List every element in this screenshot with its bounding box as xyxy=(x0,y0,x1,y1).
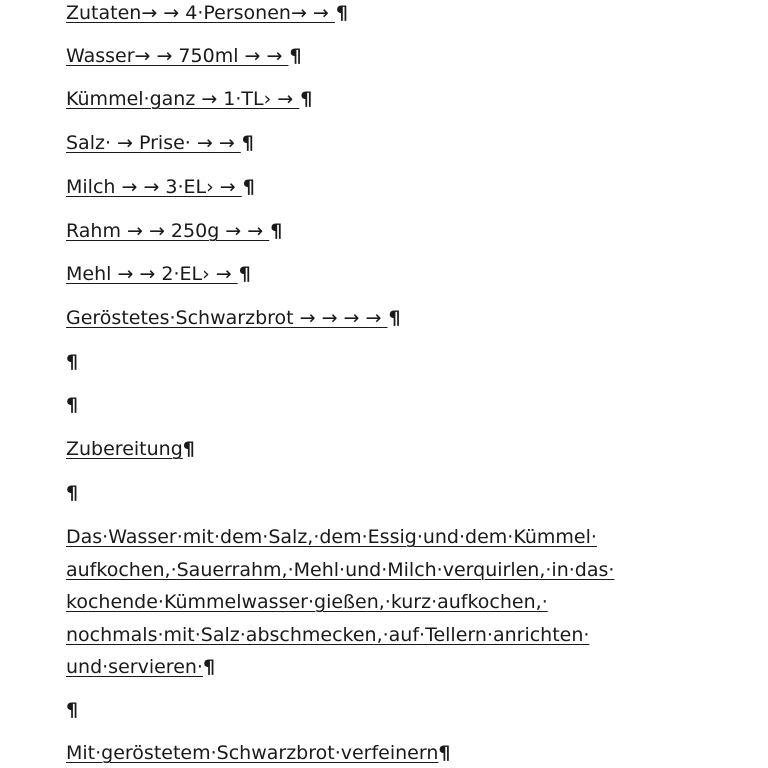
ingredient-line[interactable] xyxy=(66,130,254,156)
pilcrow-mark: ¶ xyxy=(388,307,401,329)
footer-text: Mit·geröstetem·Schwarzbrot·verfeinern xyxy=(66,742,439,764)
ingredient-text: Wasser→ → 750ml → → xyxy=(66,45,289,67)
pilcrow-mark: ¶ xyxy=(242,176,255,198)
pilcrow-mark: ¶ xyxy=(66,699,79,721)
ingredient-line[interactable] xyxy=(66,0,348,26)
pilcrow-mark: ¶ xyxy=(66,482,79,504)
ingredient-line[interactable] xyxy=(66,43,302,69)
empty-paragraph[interactable] xyxy=(66,480,78,506)
pilcrow-mark: ¶ xyxy=(182,438,195,460)
ingredient-text: Geröstetes·Schwarzbrot → → → → xyxy=(66,307,388,329)
empty-paragraph[interactable] xyxy=(66,697,78,723)
pilcrow-mark: ¶ xyxy=(66,351,79,373)
pilcrow-mark: ¶ xyxy=(238,263,251,285)
ingredient-text: Rahm → → 250g → → xyxy=(66,220,270,242)
pilcrow-mark: ¶ xyxy=(300,88,313,110)
instructions-text: Das·Wasser·mit·dem·Salz,·dem·Essig·und·dem·Kümmel· aufkochen,·Sauerrahm,·Mehl·und·Milch·verquirlen,·in·das· kochende·Kümmelwasser·gießen,·kurz·aufkochen,· nochmals·mit·Salz·abschmecken,·auf·Tellern·anrichten· und·servieren· xyxy=(66,526,615,678)
footer-line[interactable] xyxy=(66,740,451,766)
pilcrow-mark: ¶ xyxy=(335,2,348,24)
ingredient-text: Kümmel·ganz → 1·TL› → xyxy=(66,88,300,110)
pilcrow-mark: ¶ xyxy=(66,394,79,416)
pilcrow-mark: ¶ xyxy=(241,132,254,154)
pilcrow-mark: ¶ xyxy=(289,45,302,67)
ingredient-text: Zutaten→ → 4·Personen→ → xyxy=(66,2,335,24)
section-heading[interactable] xyxy=(66,436,195,462)
pilcrow-mark: ¶ xyxy=(202,656,216,678)
empty-paragraph[interactable] xyxy=(66,349,78,375)
ingredient-line[interactable] xyxy=(66,305,401,331)
pilcrow-mark: ¶ xyxy=(270,220,283,242)
pilcrow-mark: ¶ xyxy=(438,742,451,764)
instructions-paragraph[interactable] xyxy=(66,521,706,684)
ingredient-line[interactable] xyxy=(66,174,255,200)
ingredient-line[interactable] xyxy=(66,218,282,244)
heading-text: Zubereitung xyxy=(66,438,183,460)
ingredient-line[interactable] xyxy=(66,261,251,287)
ingredient-line[interactable] xyxy=(66,86,312,112)
ingredient-text: Salz· → Prise· → → xyxy=(66,132,241,154)
empty-paragraph[interactable] xyxy=(66,392,78,418)
ingredient-text: Mehl → → 2·EL› → xyxy=(66,263,238,285)
ingredient-text: Milch → → 3·EL› → xyxy=(66,176,242,198)
